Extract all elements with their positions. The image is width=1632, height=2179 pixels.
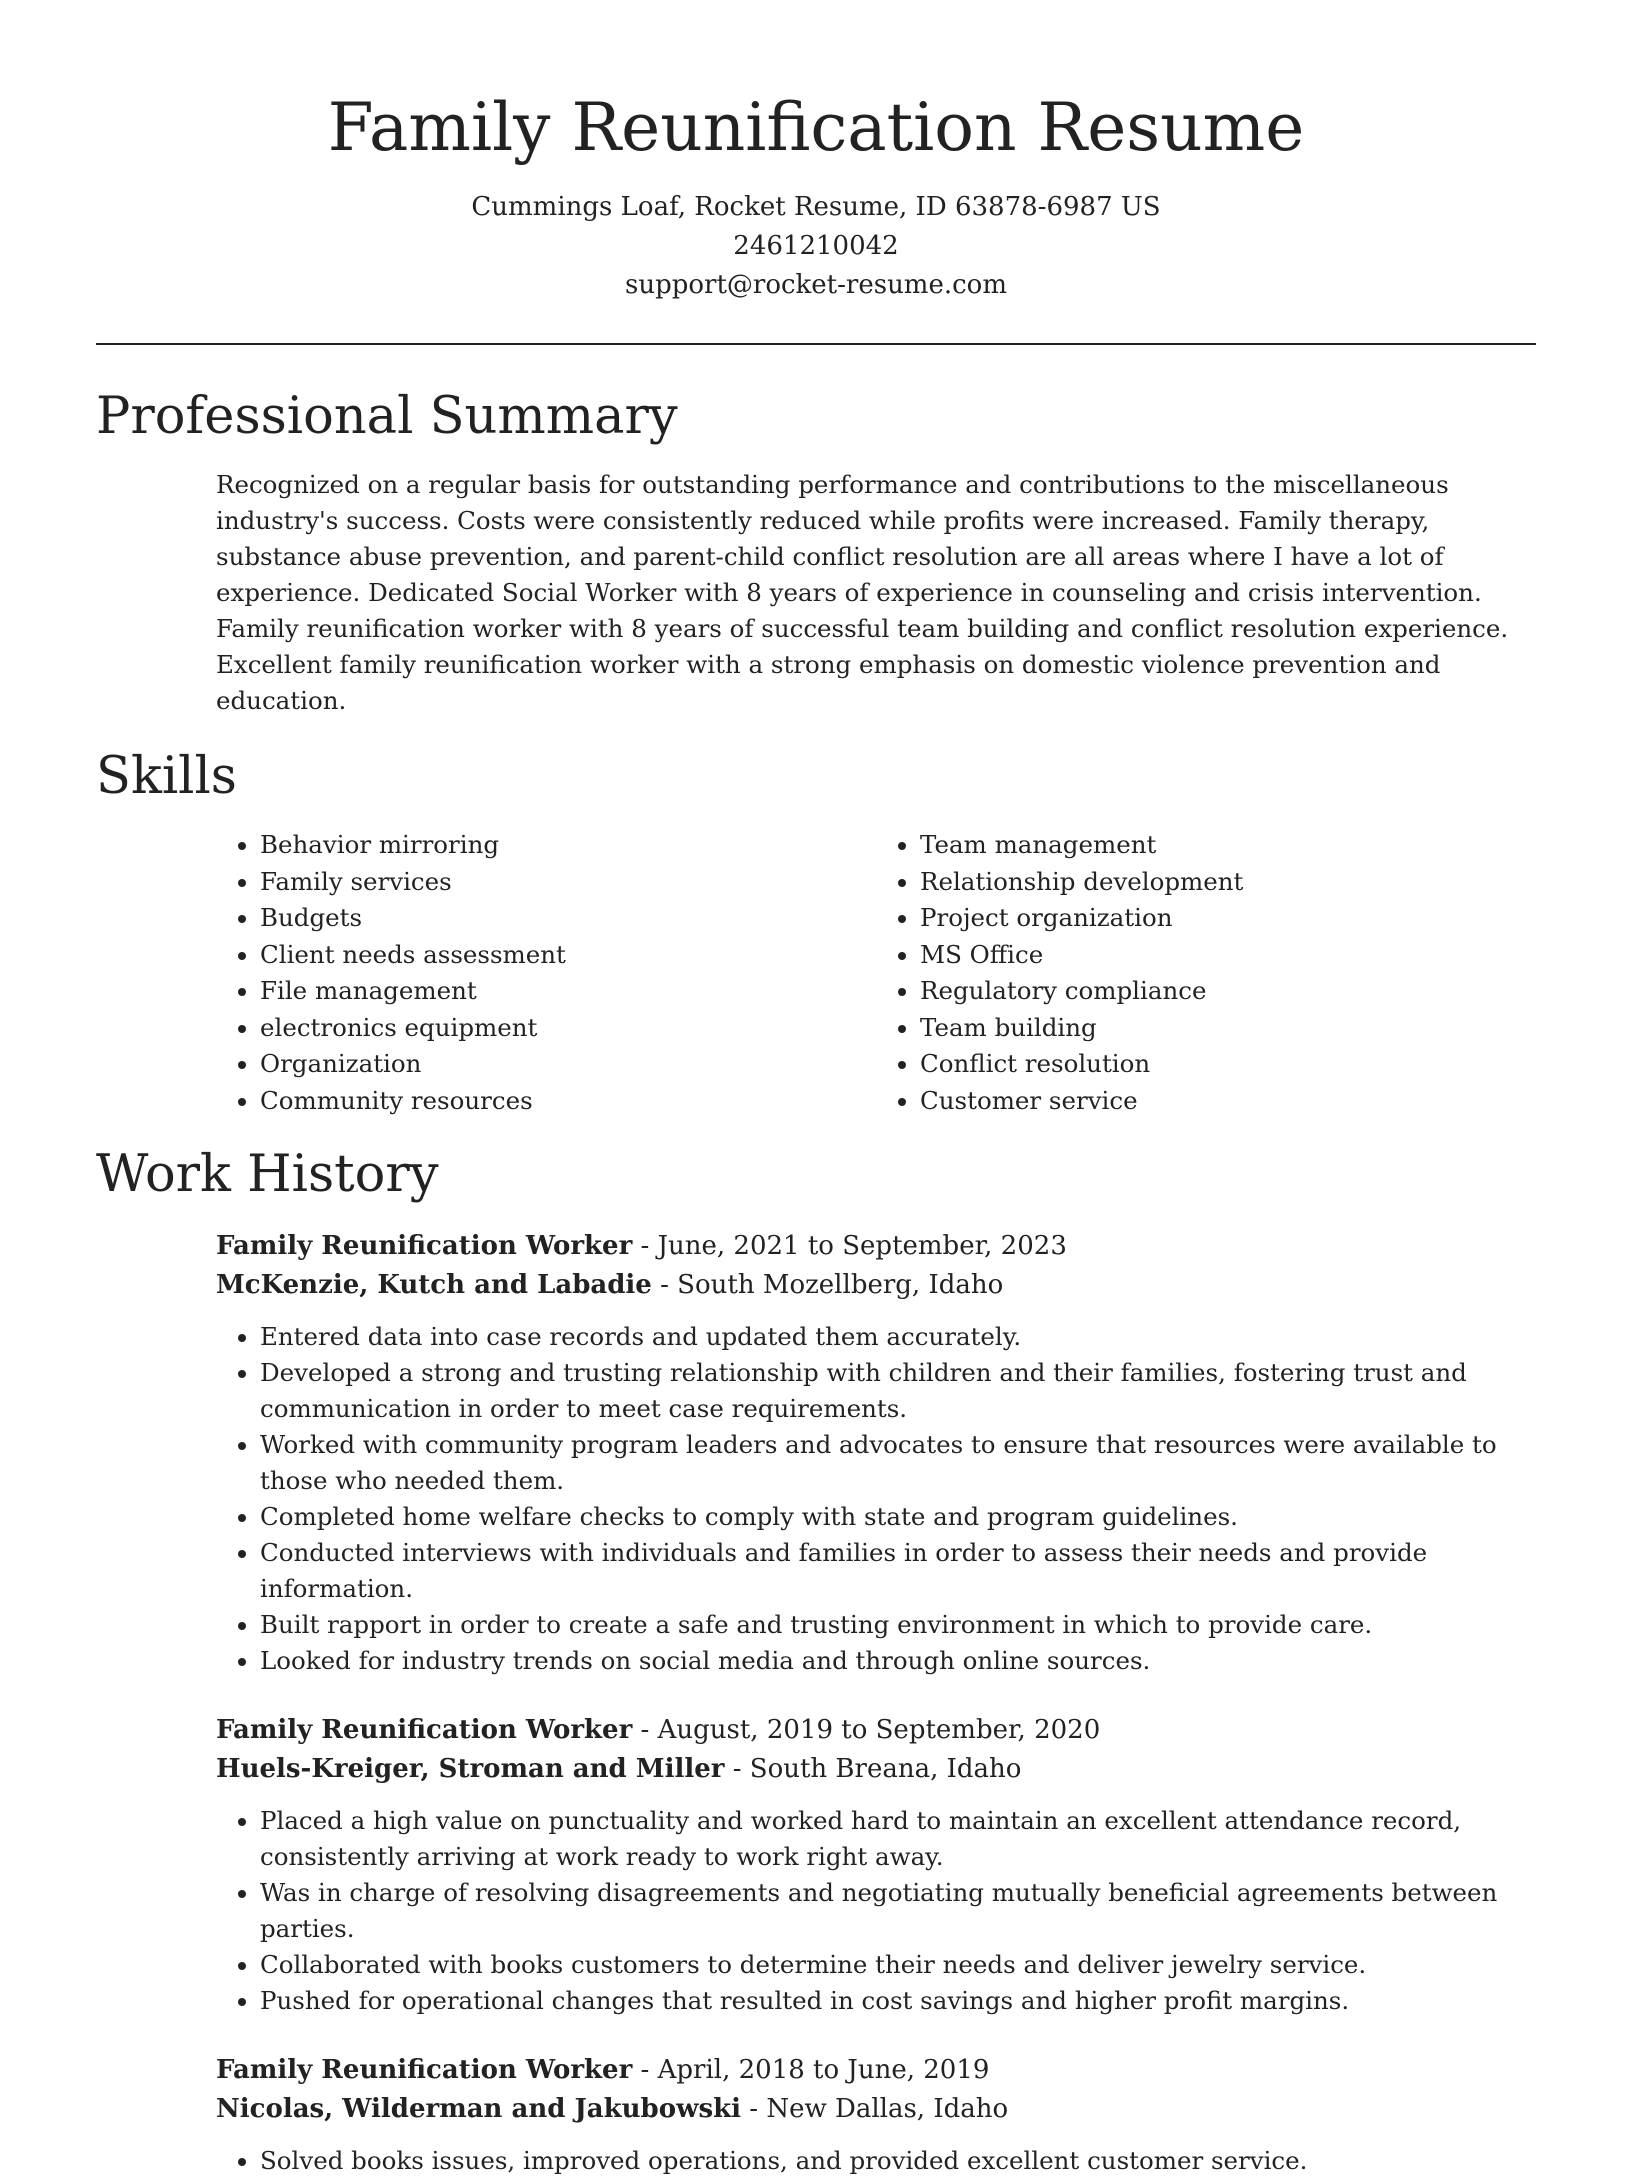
skill-item: • Relationship development bbox=[920, 864, 1536, 901]
job-bullet: • Was in charge of resolving disagreements and negotiating mutually beneficial agreements between parties. bbox=[260, 1875, 1536, 1947]
summary-text: Recognized on a regular basis for outstanding performance and contributions to the miscellaneous industry's success. Costs were consistently reduced while profits were increased. Family therapy, substance abuse prevention, and parent-child conflict resolution are all areas where I have a lot of experience. Dedicated Social Worker with 8 years of experience in counseling and crisis intervention. Family reunification worker with 8 years of successful team building and conflict resolution experience. Excellent family reunification worker with a strong emphasis on domestic violence prevention and education. bbox=[216, 470, 1509, 715]
work-history-heading: Work History bbox=[96, 1145, 439, 1204]
job-bullet: • Placed a high value on punctuality and worked hard to maintain an excellent attendance record, consistently arriving at work ready to work right away. bbox=[260, 1803, 1536, 1875]
job-entry bbox=[216, 1711, 1536, 2019]
skill-item: • Team management bbox=[920, 827, 1536, 864]
job-bullet: • Pushed for operational changes that resulted in cost savings and higher profit margins. bbox=[260, 1983, 1536, 2019]
job-company: Nicolas, Wilderman and Jakubowski bbox=[216, 2094, 741, 2124]
job-company: Huels-Kreiger, Stroman and Miller bbox=[216, 1754, 725, 1784]
job-position: Family Reunification Worker bbox=[216, 2055, 633, 2085]
job-bullet: • Collaborated with books customers to determine their needs and deliver jewelry service. bbox=[260, 1947, 1536, 1983]
header-divider bbox=[96, 343, 1536, 345]
job-bullet: • Built rapport in order to create a safe and trusting environment in which to provide care. bbox=[260, 1607, 1536, 1643]
job-bullet: • Entered data into case records and updated them accurately. bbox=[260, 1319, 1536, 1355]
skill-item: • File management bbox=[260, 973, 876, 1010]
skill-item: • Customer service bbox=[920, 1083, 1536, 1120]
skill-item: • Behavior mirroring bbox=[260, 827, 876, 864]
job-company-line bbox=[216, 2090, 1536, 2129]
job-title-line bbox=[216, 1711, 1536, 1750]
job-entry bbox=[216, 1227, 1536, 1679]
skills-heading: Skills bbox=[96, 747, 237, 806]
skill-item: • Organization bbox=[260, 1046, 876, 1083]
skills-list bbox=[216, 827, 1536, 1119]
summary-heading: Professional Summary bbox=[96, 387, 678, 446]
job-entry bbox=[216, 2051, 1536, 2179]
skills-column-left bbox=[216, 827, 876, 1119]
job-bullets bbox=[216, 1803, 1536, 2019]
job-location: - South Mozellberg, Idaho bbox=[651, 1270, 1004, 1300]
job-bullet: • Developed a strong and trusting relationship with children and their families, fostering trust and communication in order to meet case requirements. bbox=[260, 1355, 1536, 1427]
job-dates: - August, 2019 to September, 2020 bbox=[632, 1715, 1101, 1745]
skill-item: • Client needs assessment bbox=[260, 937, 876, 974]
skill-item: • Team building bbox=[920, 1010, 1536, 1047]
job-company-line bbox=[216, 1266, 1536, 1305]
skill-item: • Family services bbox=[260, 864, 876, 901]
skill-item: • Community resources bbox=[260, 1083, 876, 1120]
address-text: Cummings Loaf, Rocket Resume, ID 63878-6987 US bbox=[471, 192, 1161, 222]
job-bullets bbox=[216, 1319, 1536, 1679]
job-bullet: • Worked with community program leaders and advocates to ensure that resources were available to those who needed them. bbox=[260, 1427, 1536, 1499]
job-bullet: • Completed home welfare checks to comply with state and program guidelines. bbox=[260, 1499, 1536, 1535]
resume-title: Family Reunification Resume bbox=[327, 89, 1305, 166]
job-company-line bbox=[216, 1750, 1536, 1789]
job-title-line bbox=[216, 1227, 1536, 1266]
resume-header bbox=[0, 0, 1632, 305]
contact-block bbox=[0, 188, 1632, 305]
job-location: - New Dallas, Idaho bbox=[741, 2094, 1009, 2124]
job-location: - South Breana, Idaho bbox=[724, 1754, 1022, 1784]
skill-item: • electronics equipment bbox=[260, 1010, 876, 1047]
skill-item: • Conflict resolution bbox=[920, 1046, 1536, 1083]
job-dates: - June, 2021 to September, 2023 bbox=[632, 1231, 1067, 1261]
job-dates: - April, 2018 to June, 2019 bbox=[632, 2055, 990, 2085]
skills-column-right bbox=[876, 827, 1536, 1119]
job-bullet: • Looked for industry trends on social media and through online sources. bbox=[260, 1643, 1536, 1679]
skill-item: • Project organization bbox=[920, 900, 1536, 937]
job-company: McKenzie, Kutch and Labadie bbox=[216, 1270, 652, 1300]
email-text: support@rocket-resume.com bbox=[624, 270, 1007, 300]
job-bullets bbox=[216, 2143, 1536, 2179]
job-bullet: • Conducted interviews with individuals and families in order to assess their needs and provide information. bbox=[260, 1535, 1536, 1607]
job-bullet: • Solved books issues, improved operations, and provided excellent customer service. bbox=[260, 2143, 1536, 2179]
phone-text: 2461210042 bbox=[733, 231, 899, 261]
skill-item: • Regulatory compliance bbox=[920, 973, 1536, 1010]
skill-item: • MS Office bbox=[920, 937, 1536, 974]
job-position: Family Reunification Worker bbox=[216, 1715, 633, 1745]
job-position: Family Reunification Worker bbox=[216, 1231, 633, 1261]
skill-item: • Budgets bbox=[260, 900, 876, 937]
job-title-line bbox=[216, 2051, 1536, 2090]
